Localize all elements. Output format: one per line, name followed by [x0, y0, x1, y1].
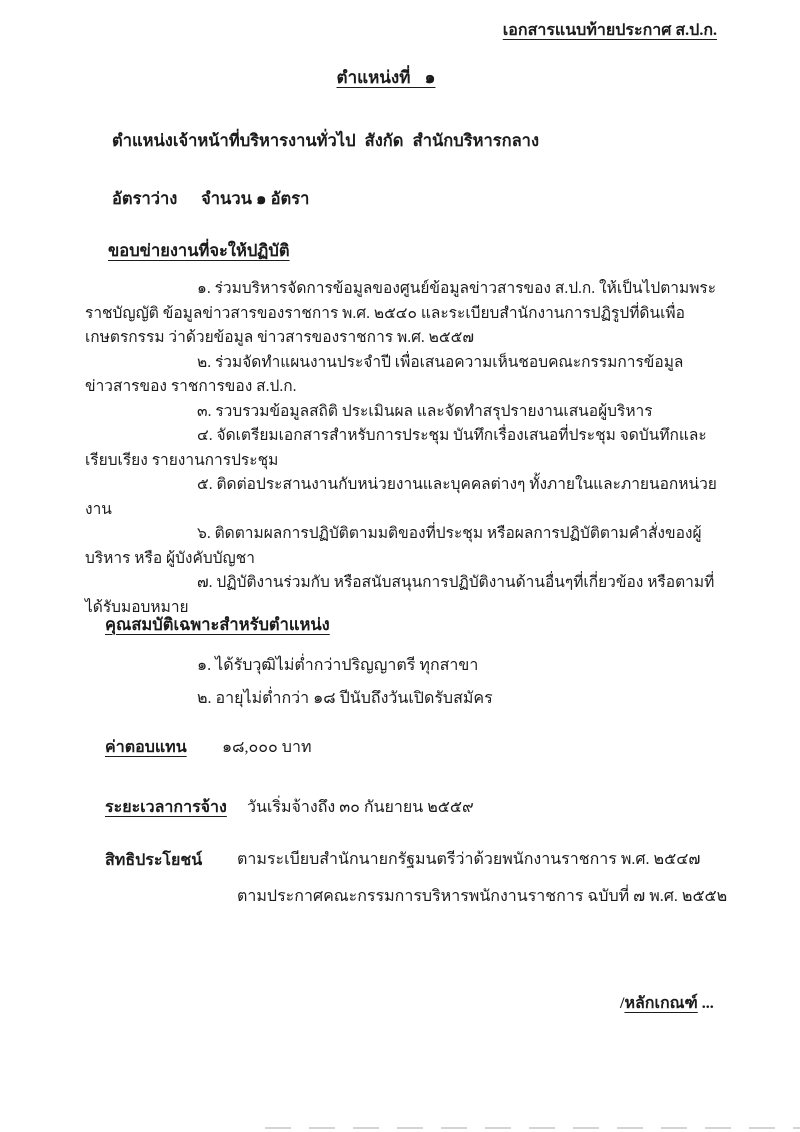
scope-item: ๒. ร่วมจัดทำแผนงานประจำปี เพื่อเสนอความเห็นชอบคณะกรรมการข้อมูลข่าวสารของ ราชการของ ส.ป.ก.	[85, 353, 684, 395]
scope-item: ๓. รวบรวมข้อมูลสถิติ ประเมินผล และจัดทำสรุปรายงานเสนอผู้บริหาร	[197, 402, 653, 420]
footer-note-dots: ...	[697, 995, 714, 1012]
header-note: เอกสารแนบท้ายประกาศ ส.ป.ก.	[502, 22, 717, 39]
compensation-row	[105, 735, 311, 760]
scope-item: ๔. จัดเตรียมเอกสารสำหรับการประชุม บันทึกเรื่องเสนอที่ประชุม จดบันทึกและเรียบเรียง รายงานการประชุม	[85, 427, 707, 469]
vacancy-value: จำนวน ๑ อัตรา	[201, 189, 310, 208]
benefits-line: ตามประกาศคณะกรรมการบริหารพนักงานราชการ ฉบับที่ ๗ พ.ศ. ๒๕๕๒	[237, 888, 728, 905]
qualification-item: ๒. อายุไม่ต่ำกว่า ๑๘ ปีนับถึงวันเปิดรับสมัคร	[197, 690, 493, 707]
position-line: ตำแหน่งเจ้าหน้าที่บริหารงานทั่วไป สังกัด สำนักบริหารกลาง	[112, 131, 540, 150]
compensation-value: ๑๘,๐๐๐ บาท	[222, 739, 312, 756]
benefits-lines	[237, 848, 727, 922]
employment-period-row	[105, 795, 474, 820]
scope-section	[85, 238, 733, 620]
scope-heading: ขอบข่ายงานที่จะให้ปฏิบัติ	[108, 241, 290, 260]
footer-note-word: หลักเกณฑ์	[624, 995, 698, 1012]
employment-period-value: วันเริ่มจ้างถึง ๓๐ กันยายน ๒๕๕๙	[247, 799, 474, 816]
scan-edge-artifact	[265, 1127, 800, 1129]
qualifications-heading: คุณสมบัติเฉพาะสำหรับตำแหน่ง	[105, 615, 330, 634]
vacancy-label: อัตราว่าง	[112, 189, 178, 208]
vacancy-row	[112, 186, 309, 212]
scope-item: ๗. ปฏิบัติงานร่วมกับ หรือสนับสนุนการปฏิบัติงานด้านอื่นๆที่เกี่ยวข้อง หรือตามที่ ได้รับมอบหมาย	[85, 574, 715, 616]
benefits-line: ตามระเบียบสำนักนายกรัฐมนตรีว่าด้วยพนักงานราชการ พ.ศ. ๒๕๔๗	[237, 851, 701, 868]
qualification-item: ๑. ได้รับวุฒิไม่ต่ำกว่าปริญญาตรี ทุกสาขา	[197, 657, 479, 674]
scope-item: ๑. ร่วมบริหารจัดการข้อมูลของศูนย์ข้อมูลข่าวสารของ ส.ป.ก. ให้เป็นไปตามพระราชบัญญัติ ข้อมูลข่าวสารของราชการ พ.ศ. ๒๕๔๐ และระเบียบสำนักงานการปฏิรูปที่ดินเพื่อเกษตรกรรม ว่าด้วยข้อมูล ข่าวสารของราชการ พ.ศ. ๒๕๕๗	[85, 280, 717, 346]
benefits-label: สิทธิประโยชน์	[105, 852, 203, 869]
compensation-label: ค่าตอบแทน	[105, 739, 187, 756]
page-title: ตำแหน่งที่ ๑	[336, 68, 436, 87]
employment-period-label: ระยะเวลาการจ้าง	[105, 799, 227, 816]
scope-item: ๖. ติดตามผลการปฏิบัติตามมติของที่ประชุม หรือผลการปฏิบัติตามคำสั่งของผู้บริหาร หรือ ผู้บังคับบัญชา	[85, 525, 702, 567]
qualifications-section	[85, 612, 733, 720]
benefits-row	[105, 848, 727, 922]
footer-note-slash: /	[620, 995, 625, 1012]
footer-continuation-note	[620, 991, 714, 1016]
scope-item: ๕. ติดต่อประสานงานกับหน่วยงานและบุคคลต่างๆ ทั้งภายในและภายนอกหน่วยงาน	[85, 476, 717, 518]
